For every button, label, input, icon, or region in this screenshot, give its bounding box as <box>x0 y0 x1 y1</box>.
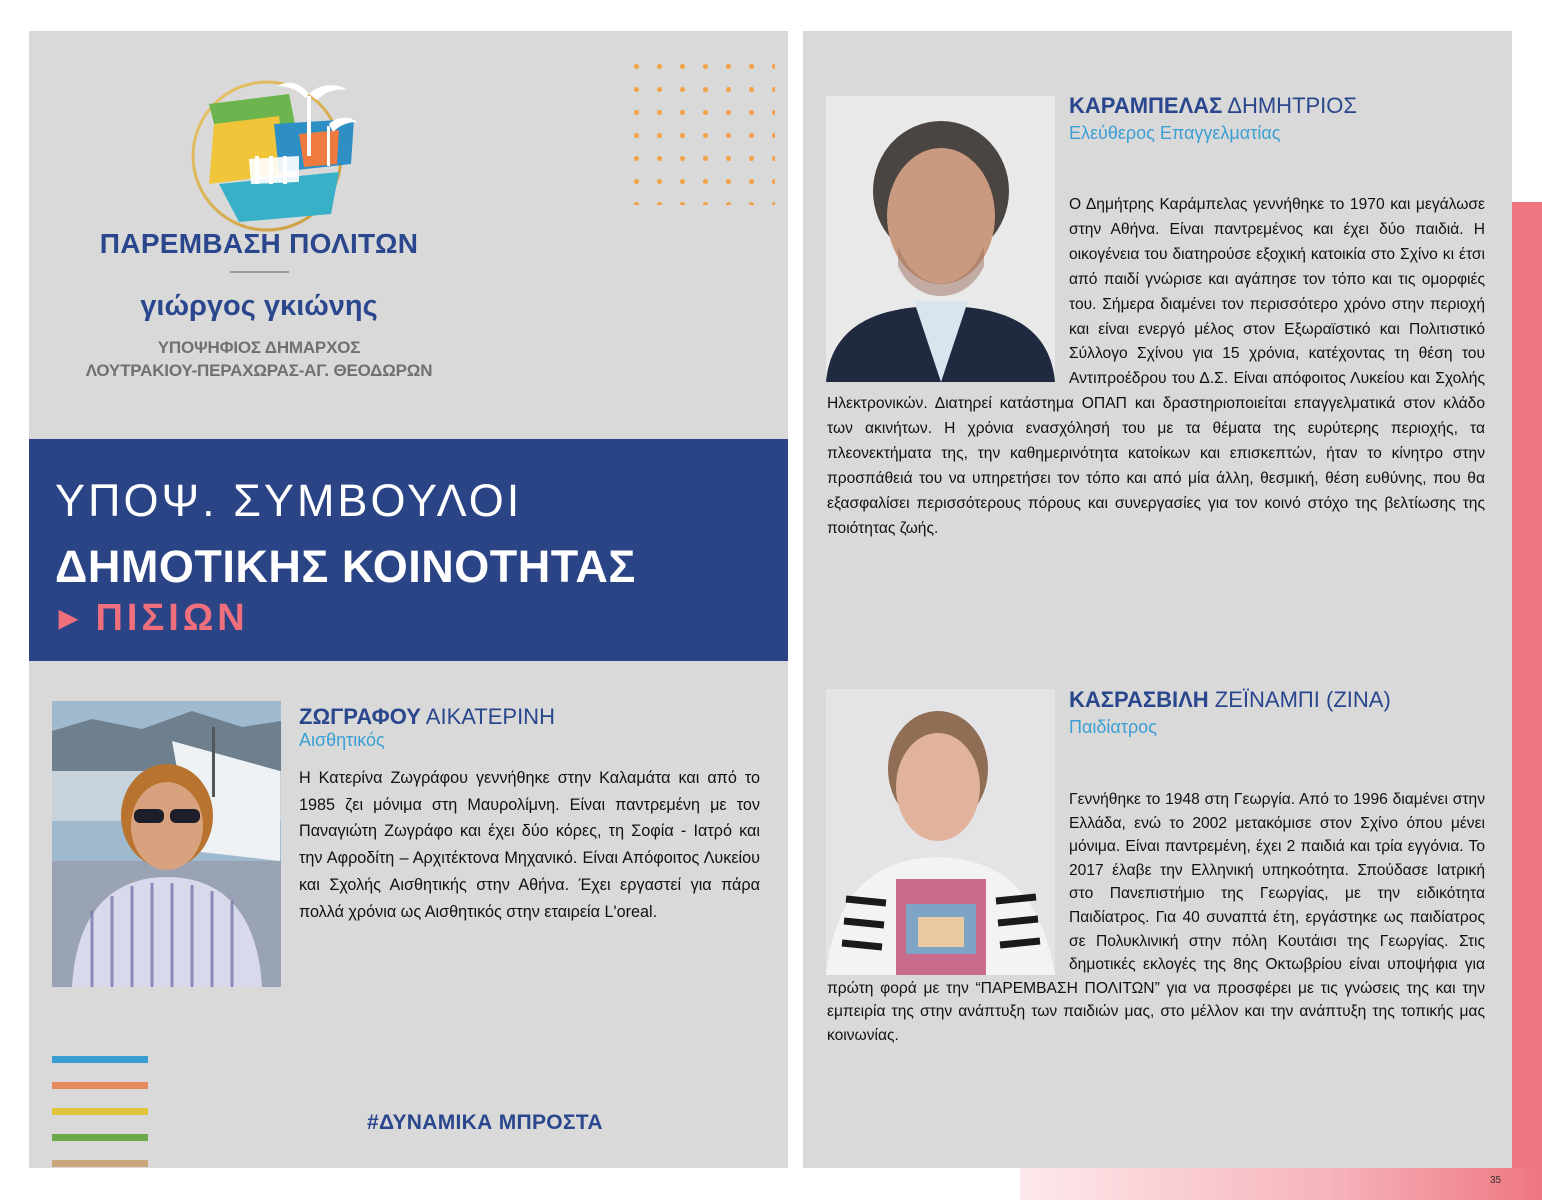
candidate-bio: Ο Δημήτρης Καράμπελας γεννήθηκε το 1970 και μεγάλωσε στην Αθήνα. Είναι παντρεμένος και έχει δύο παιδιά. Η οικογένεια του διατηρούσε εξοχική κατοικία στο Σχίνο κι έτσι από παιδί γνώρισε και αγάπησε τον τόπο και τις ομορφιές του. Σήμερα διαμένει τον περισσότερο χρόνο στην περιοχή και είναι ενεργό μέλος στον Εξωραϊστικό και Πολιτιστικό Σύλλογο Σχίνου για 15 χρόνια, κατέχοντας τη θέση του Αντιπροέδρου του Δ.Σ. Είναι απόφοιτος Λυκείου και Σχολής Ηλεκτρονικών. Διατηρεί κατάστημα ΟΠΑΠ και δραστηριοποιείται επαγγελματικά στον κλάδο των ακινήτων. Η χρόνια ενασχόλησή του με τα θέματα της ευρύτερης περιοχής, τα πλεονεκτήματα της, την καθημερινότητα κατοίκων και επισκεπτών, ήταν το κίνητρο στην προσπάθειά του να υπηρετήσει τον τόπο και από μία άλλη, θεσμική, θέση ευθύνης, που θα εξασφαλίσει περισσότερους πόρους και συνεργασίες για τον κοινό στόχο της βελτίωσης της ποιότητας ζωής. <box>827 196 1485 537</box>
party-logo <box>179 64 379 244</box>
candidate-surname: ΖΩΓΡΑΦΟΥ <box>299 704 421 729</box>
candidate-role: Αισθητικός <box>299 730 385 750</box>
stripe-blue <box>52 1056 148 1063</box>
brand-subtitle-1: ΥΠΟΨΗΦΙΟΣ ΔΗΜΑΡΧΟΣ <box>157 338 361 357</box>
banner-line-2: ΔΗΜΟΤΙΚΗΣ ΚΟΙΝΟΤΗΤΑΣ <box>55 541 636 592</box>
photo-spacer <box>827 788 1069 976</box>
left-panel <box>29 31 788 1168</box>
stripe-tan <box>52 1160 148 1167</box>
candidate-bio: Η Κατερίνα Ζωγράφου γεννήθηκε στην Καλαμάτα και από το 1985 ζει μόνιμα στη Μαυρολίμνη. Είναι παντρεμένη με τον Παναγιώτη Ζωγράφο και έχει δύο κόρες, τη Σοφία - Ιατρό και την Αφροδίτη – Αρχιτέκτονα Μηχανικό. Είναι Απόφοιτος Λυκείου και Σχολής Αισθητικής στην Αθήνα. Έχει εργαστεί για πάρα πολλά χρόνια ως Αισθητικός στην εταιρεία L'oreal. <box>299 769 760 921</box>
banner-line-1: ΥΠΟΨ. ΣΥΜΒΟΥΛΟΙ <box>55 475 523 526</box>
candidate-photo-zografou <box>52 701 281 987</box>
pink-bottom-band <box>1020 1168 1542 1200</box>
candidate-bio-wrap <box>827 788 1485 1048</box>
candidate-bio-wrap <box>827 193 1485 542</box>
brand-divider <box>230 271 289 273</box>
stripe-orange <box>52 1082 148 1089</box>
candidate-bio: Γεννήθηκε το 1948 στη Γεωργία. Από το 1996 διαμένει στην Ελλάδα, ενώ το 2002 μετακόμισε στον Σχίνο όπου μένει μόνιμα. Είναι παντρεμένη, έχει 2 παιδιά και τρία εγγόνια. Το 2017 έλαβε την Ελληνική υπηκοότητα. Σπούδασε Ιατρική στο Πανεπιστήμιο της Γεωργίας, με την ειδικότητα Παιδίατρος. Για 40 συναπτά έτη, εργάστηκε ως παιδίατρος σε Πολυκλινική στην πόλη Κουτάισι της Γεωργίας. Στις δημοτικές εκλογές της 8ης Οκτωβρίου είναι υποψήφια για πρώτη φορά με την “ΠΑΡΕΜΒΑΣΗ ΠΟΛΙΤΩΝ” για να προσφέρει με τις γνώσεις της και την εμπειρία της στην ανάπτυξη των παιδιών μας, στο μέλλον και την ανάπτυξη της τοπικής μας κοινωνίας. <box>827 791 1485 1044</box>
candidate-firstname: ΔΗΜΗΤΡΙΟΣ <box>1227 93 1357 118</box>
play-arrow-icon: ▶ <box>59 605 78 632</box>
candidate-role: Παιδίατρος <box>1069 717 1157 737</box>
stripe-green <box>52 1134 148 1141</box>
section-banner <box>29 439 788 661</box>
pink-side-band <box>1512 202 1542 1168</box>
right-panel <box>803 31 1512 1168</box>
brand-subtitle-2: ΛΟΥΤΡΑΚΙΟΥ-ΠΕΡΑΧΩΡΑΣ-ΑΓ. ΘΕΟΔΩΡΩΝ <box>85 361 433 380</box>
banner-line-3 <box>59 597 249 640</box>
candidate-surname: ΚΑΣΡΑΣΒΙΛΗ <box>1069 687 1209 712</box>
color-stripes <box>52 1056 148 1186</box>
page-number: 35 <box>1490 1175 1502 1186</box>
candidate-name <box>1069 93 1357 119</box>
brand-candidate-name: γιώργος γκιώνης <box>140 290 378 322</box>
stripe-yellow <box>52 1108 148 1115</box>
photo-spacer <box>827 193 1069 387</box>
decorative-dot-grid <box>625 55 775 205</box>
candidate-firstname: ΑΙΚΑΤΕΡΙΝΗ <box>425 704 555 729</box>
brand-title: ΠΑΡΕΜΒΑΣΗ ΠΟΛΙΤΩΝ <box>99 228 419 259</box>
campaign-hashtag: #ΔΥΝΑΜΙΚΑ ΜΠΡΟΣΤΑ <box>367 1111 603 1134</box>
candidate-name <box>1069 687 1391 713</box>
candidate-name <box>299 704 555 730</box>
banner-location: ΠΙΣΙΩΝ <box>95 597 249 639</box>
candidate-role: Ελεύθερος Επαγγελματίας <box>1069 123 1281 143</box>
candidate-firstname: ΖΕΪΝΑΜΠΙ (ΖΙΝΑ) <box>1214 687 1391 712</box>
candidate-surname: ΚΑΡΑΜΠΕΛΑΣ <box>1069 93 1223 118</box>
